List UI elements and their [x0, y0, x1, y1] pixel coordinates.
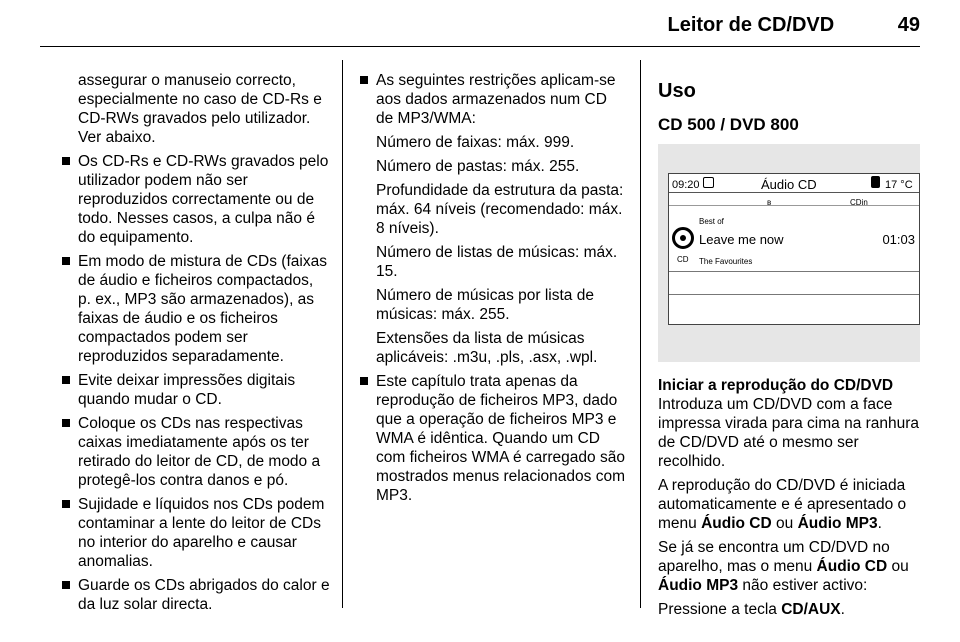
menu-name: Áudio MP3 — [797, 515, 878, 532]
display-temperature: 17 °C — [885, 179, 913, 191]
column-1 — [60, 71, 330, 619]
display-illustration — [658, 144, 920, 362]
display-album: Best of — [699, 217, 724, 226]
limit-item: Número de pastas: máx. 255. — [376, 158, 580, 175]
display-time: 01:03 — [882, 232, 915, 247]
section-heading: Uso — [658, 80, 696, 102]
text-run: Se já se encontra um CD/DVD no aparelho, mas o menu — [658, 539, 890, 575]
text-run: ou — [887, 558, 909, 575]
paragraph — [658, 476, 924, 533]
cd-disc-hole — [680, 235, 686, 241]
limit-item: Profundidade da estrutura da pasta: máx. 64 níveis (recomendado: máx. 8 níveis). — [376, 182, 624, 237]
cd-indicator-icon — [703, 177, 714, 188]
column-3 — [658, 71, 924, 624]
limit-item: Número de músicas por lista de músicas: máx. 255. — [376, 287, 594, 323]
display-sub-bar — [669, 193, 919, 206]
menu-name: Áudio CD — [701, 515, 772, 532]
display-artist: The Favourites — [699, 257, 753, 266]
bullet-item: Este capítulo trata apenas da reprodução de ficheiros MP3, dado que a operação de ficheiros MP3 e WMA é idêntica. Quando um CD com ficheiros WMA é carregado são mostrados menus relacionados com MP3. — [358, 372, 626, 505]
procedure-title: Iniciar a reprodução do CD/DVD — [658, 377, 894, 394]
text-run: A reprodução do CD/DVD é iniciada automaticamente e é apresentado o menu — [658, 477, 907, 532]
text-run: . — [840, 601, 845, 618]
display-status-bar — [669, 174, 919, 193]
display-divider — [669, 271, 919, 272]
bullet-item: Em modo de mistura de CDs (faixas de áudio e ficheiros compactados, p. ex., MP3 são armazenados), as faixas de áudio e os ficheiros compactados podem ser reproduzidos separadamente. — [60, 252, 330, 366]
bullet-item: Sujidade e líquidos nos CDs podem contaminar a lente do leitor de CDs no interior do aparelho e causar anomalias. — [60, 495, 330, 571]
paragraph — [658, 600, 924, 619]
continued-paragraph: assegurar o manuseio correcto, especialmente no caso de CD-Rs e CD-RWs gravados pelo utilizador. Ver abaixo. — [78, 72, 322, 146]
phone-icon — [871, 176, 880, 188]
display-source: CDin — [850, 198, 868, 207]
key-name: CD/AUX — [781, 601, 841, 618]
text-run: ou — [771, 515, 798, 532]
bluetooth-icon: ʙ — [767, 198, 772, 207]
bullet-item: Evite deixar impressões digitais quando mudar o CD. — [60, 371, 330, 409]
menu-name: Áudio CD — [816, 558, 888, 575]
column-divider-1 — [342, 60, 343, 608]
subsection-heading: CD 500 / DVD 800 — [658, 115, 799, 134]
text-run: não estiver activo: — [738, 577, 868, 594]
page-header — [668, 14, 921, 37]
page-number: 49 — [897, 14, 920, 36]
limit-item: Extensões da lista de músicas aplicáveis: .m3u, .pls, .asx, .wpl. — [376, 330, 598, 366]
text-run: . — [877, 515, 882, 532]
bullet-item: Guarde os CDs abrigados do calor e da luz solar directa. — [60, 576, 330, 614]
display-track-info — [669, 207, 919, 271]
text-run: Pressione a tecla — [658, 601, 782, 618]
display-clock: 09:20 — [672, 179, 700, 191]
page-title: Leitor de CD/DVD — [667, 14, 835, 36]
paragraph — [658, 538, 924, 595]
menu-name: Áudio MP3 — [658, 577, 739, 594]
column-divider-2 — [640, 60, 641, 608]
bullet-item: Os CD-Rs e CD-RWs gravados pelo utilizador podem não ser reproduzidos correctamente ou de todo. Nesses casos, a culpa não é do equipamento. — [60, 152, 330, 247]
display-track: Leave me now — [699, 232, 784, 247]
display-screen — [668, 173, 920, 325]
header-rule — [40, 46, 920, 47]
bullet-item: Coloque os CDs nas respectivas caixas imediatamente após os ter retirado do leitor de CD, de modo a protegê-los contra danos e pó. — [60, 414, 330, 490]
limit-item: Número de listas de músicas: máx. 15. — [376, 244, 618, 280]
display-title: Áudio CD — [761, 177, 817, 192]
column-2 — [358, 71, 626, 510]
bullet-item: As seguintes restrições aplicam-se aos dados armazenados num CD de MP3/WMA: — [358, 71, 626, 128]
display-cd-label: CD — [677, 255, 689, 264]
paragraph: Introduza um CD/DVD com a face impressa virada para cima na ranhura de CD/DVD até o mesmo ser recolhido. — [658, 396, 920, 470]
limit-item: Número de faixas: máx. 999. — [376, 134, 575, 151]
display-divider — [669, 294, 919, 295]
